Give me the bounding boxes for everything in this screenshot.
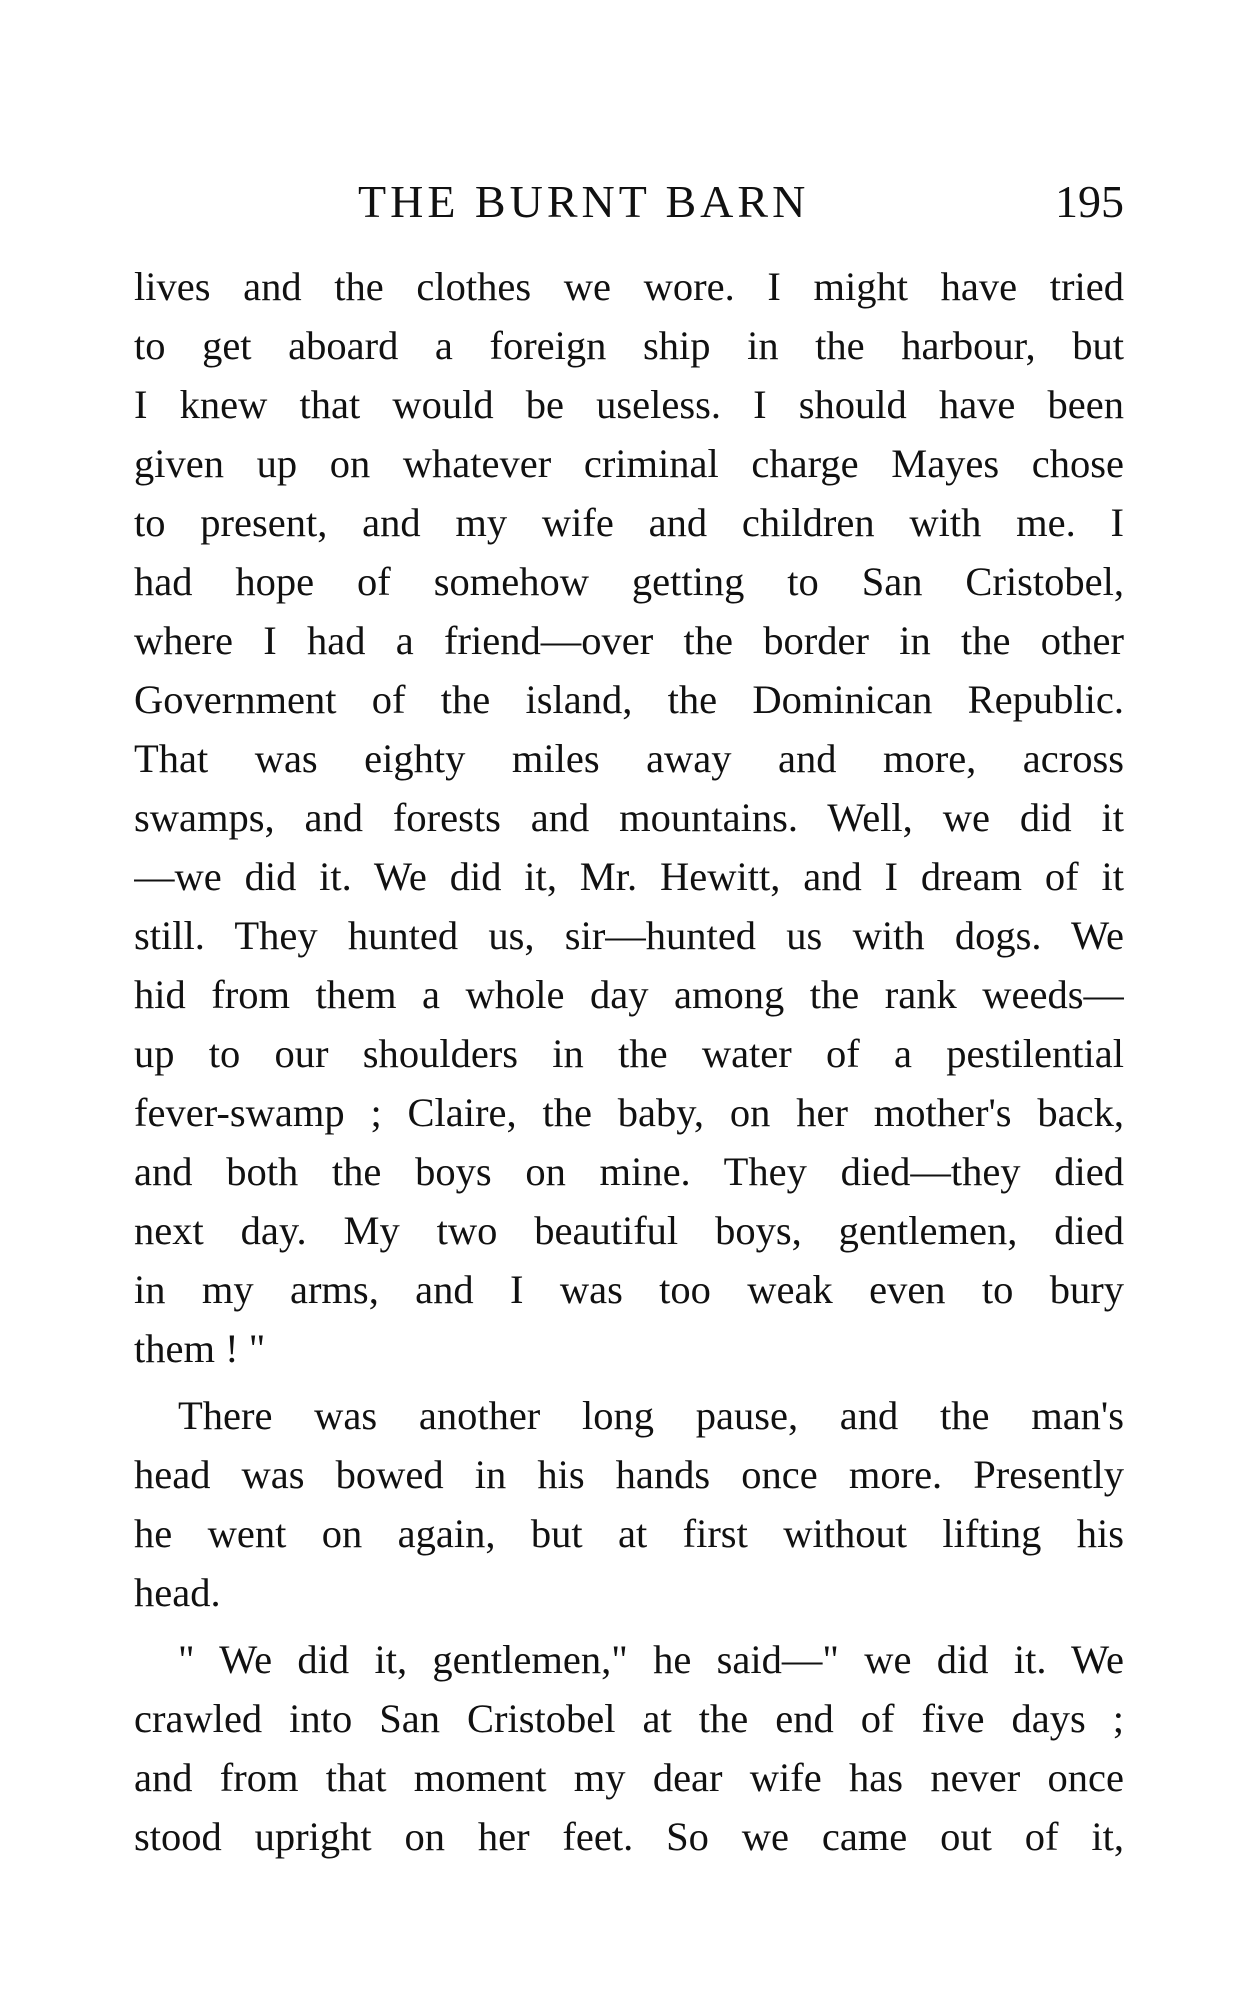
running-title: THE BURNT BARN [358,176,810,227]
text-line: and both the boys on mine. They died—they died [134,1149,1124,1194]
text-line: stood upright on her feet. So we came out of it, [134,1814,1124,1859]
text-line: still. They hunted us, sir—hunted us with dogs. We [134,913,1124,958]
text-line: he went on again, but at first without lifting his [134,1511,1124,1556]
paragraph-1 [134,257,1124,1378]
text-line: There was another long pause, and the man's [178,1393,1124,1438]
text-line: had hope of somehow getting to San Cristobel, [134,559,1124,604]
text-line: them ! " [134,1326,266,1371]
running-head [134,172,1124,232]
text-line: and from that moment my dear wife has never once [134,1755,1124,1800]
text-line: swamps, and forests and mountains. Well, we did it [134,795,1124,840]
text-line: fever-swamp ; Claire, the baby, on her mother's back, [134,1090,1124,1135]
body-text [134,257,1124,1866]
paragraph-3 [134,1630,1124,1866]
text-line: in my arms, and I was too weak even to bury [134,1267,1124,1312]
text-line: I knew that would be useless. I should have been [134,382,1124,427]
text-line: up to our shoulders in the water of a pestilential [134,1031,1124,1076]
text-line: to present, and my wife and children with me. I [134,500,1124,545]
text-line: That was eighty miles away and more, across [134,736,1124,781]
text-line: where I had a friend—over the border in the other [134,618,1124,663]
text-line: —we did it. We did it, Mr. Hewitt, and I dream of it [134,854,1124,899]
text-line: hid from them a whole day among the rank weeds— [134,972,1124,1017]
text-line: lives and the clothes we wore. I might have tried [134,264,1124,309]
paragraph-2 [134,1386,1124,1622]
text-line: given up on whatever criminal charge Mayes chose [134,441,1124,486]
text-line: to get aboard a foreign ship in the harbour, but [134,323,1124,368]
page-number: 195 [1055,176,1124,227]
text-line: Government of the island, the Dominican Republic. [134,677,1124,722]
text-line: " We did it, gentlemen," he said—" we did it. We [178,1637,1124,1682]
text-line: head was bowed in his hands once more. Presently [134,1452,1124,1497]
text-line: next day. My two beautiful boys, gentlemen, died [134,1208,1124,1253]
text-line: head. [134,1570,221,1615]
text-line: crawled into San Cristobel at the end of five days ; [134,1696,1124,1741]
